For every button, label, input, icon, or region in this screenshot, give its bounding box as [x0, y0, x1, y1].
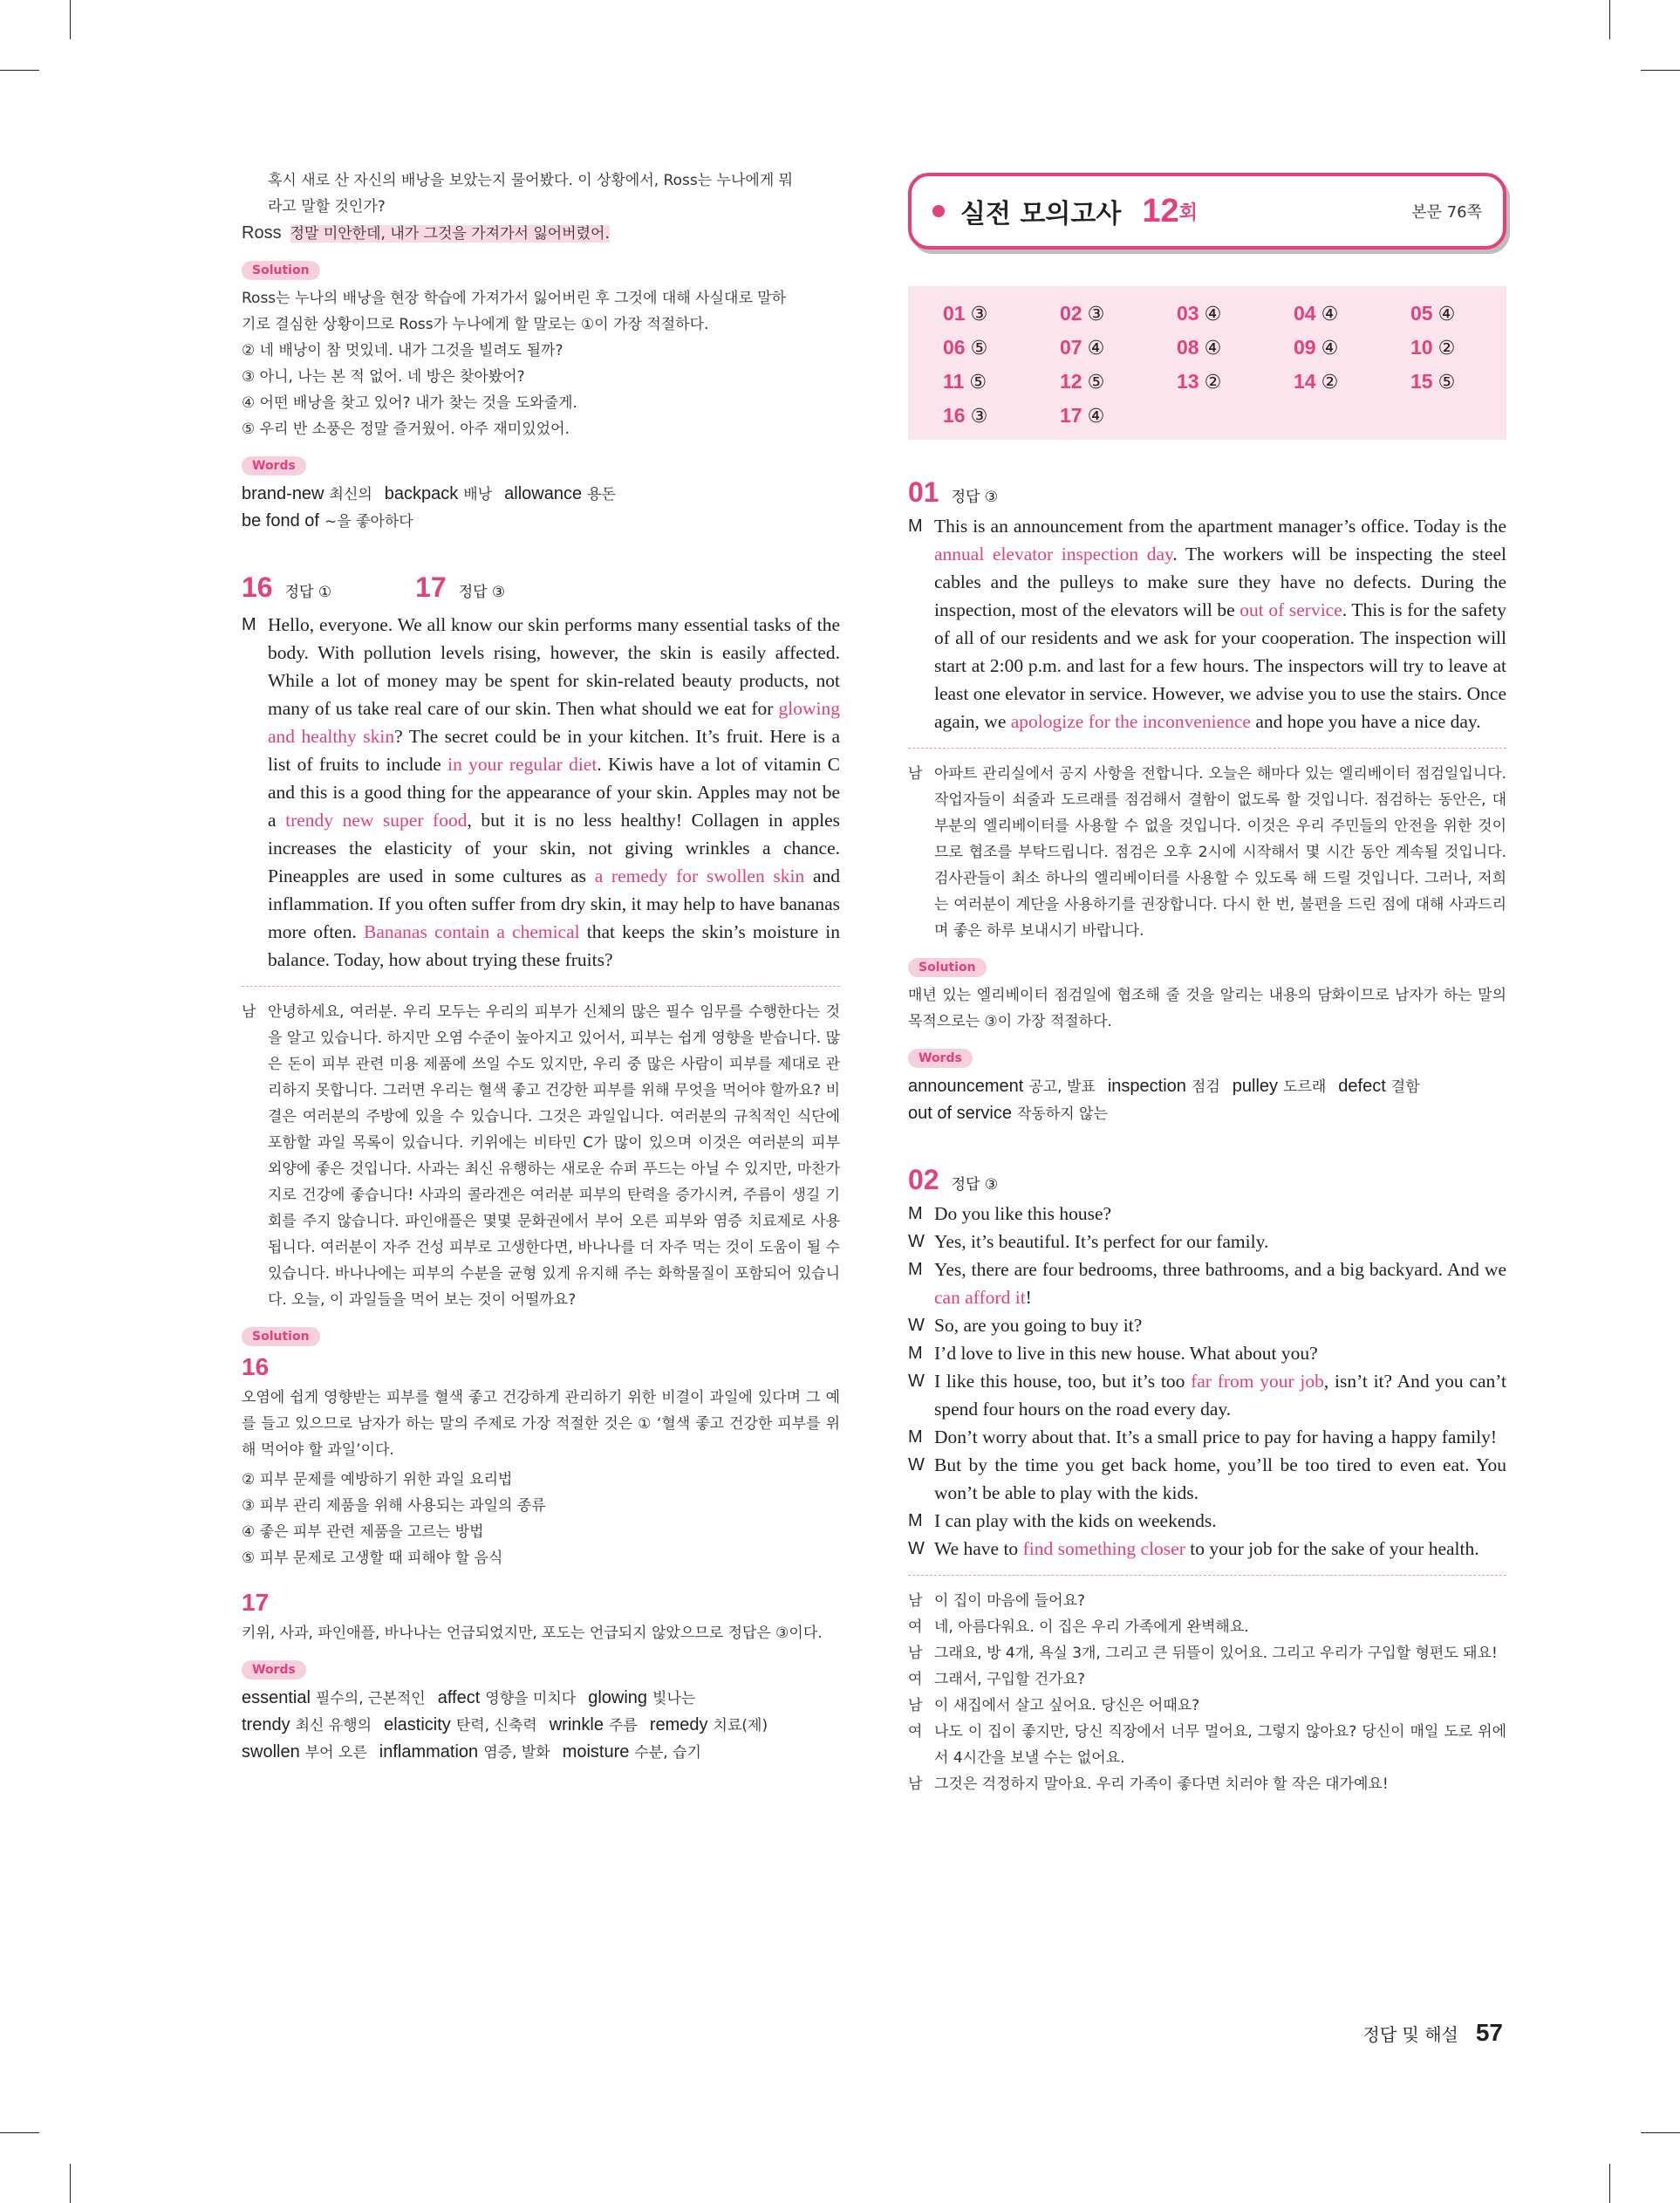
dialog-line: [908, 1200, 1506, 1228]
word-term: trendy: [242, 1715, 290, 1734]
word-meaning: 배낭: [463, 486, 493, 503]
right-column: [908, 173, 1506, 1797]
answer-choice: ③: [1087, 304, 1105, 325]
dialog-line: [908, 1451, 1506, 1507]
words-tag: Words: [242, 1660, 306, 1680]
word-term: elasticity: [384, 1715, 451, 1734]
speaker-label: W: [908, 1316, 925, 1335]
text-run: I like this house, too, but it’s too: [934, 1371, 1192, 1392]
question-01-header: [908, 476, 1506, 509]
words-line: [242, 1739, 840, 1766]
word-meaning: 영향을 미치다: [485, 1690, 577, 1707]
option-item: ⑤ 우리 반 소풍은 정말 즐거웠어. 아주 재미있었어.: [242, 421, 570, 438]
text-run: So, are you going to buy it?: [934, 1315, 1143, 1336]
answer-number: 16: [943, 404, 966, 427]
word-meaning: 부어 오른: [304, 1744, 367, 1762]
text-run: , but it is no less healthy! Collagen in apples increases the elasticity of your skin, not giving wrinkles a chance. Pineapples are used in some cultures as: [268, 810, 840, 886]
text-run: Yes, it’s beautiful. It’s perfect for our family.: [934, 1231, 1269, 1252]
answer-number: 15: [1410, 370, 1433, 393]
text-run: !: [1025, 1287, 1032, 1308]
test-number: 12: [1142, 192, 1179, 229]
word-term: backpack: [384, 484, 459, 503]
dialog-text: [934, 1255, 1506, 1311]
solution-17-text: 키위, 사과, 파인애플, 바나나는 언급되었지만, 포도는 언급되지 않았으므로 정답은 ③이다.: [242, 1625, 823, 1642]
script-01-body: [934, 512, 1506, 735]
answer-number: 10: [1410, 336, 1433, 359]
word-term: wrinkle: [549, 1715, 604, 1734]
answer-item: [1410, 370, 1527, 393]
answer-number: 17: [1060, 404, 1082, 427]
highlighted-phrase: find something closer: [1022, 1538, 1185, 1559]
highlighted-phrase: out of service: [1240, 599, 1342, 620]
text-run: I’d love to live in this new house. What about you?: [934, 1343, 1318, 1364]
word-term: be fond of: [242, 511, 319, 530]
dialog-line: [908, 1367, 1506, 1423]
word-meaning: 작동하지 않는: [1016, 1105, 1108, 1123]
word-meaning: 주름: [608, 1717, 638, 1734]
answer-choice: ④: [1087, 406, 1105, 428]
answer-item: [943, 370, 1060, 393]
option-item: ⑤ 피부 문제로 고생할 때 피해야 할 음식: [242, 1550, 503, 1567]
speaker-label: W: [908, 1372, 925, 1391]
text-line: 기로 결심한 상황이므로 Ross가 누나에게 할 말로는 ①이 가장 적절하다.: [242, 316, 709, 333]
solution-15-options: [242, 338, 840, 442]
answer-number: 14: [1294, 370, 1316, 393]
footer-label: 정답 및 해설: [1362, 2024, 1458, 2045]
words-tag: Words: [908, 1049, 973, 1068]
translation-text: 그것은 걱정하지 말아요. 우리 가족이 좋다면 치러야 할 작은 대가예요!: [934, 1775, 1389, 1793]
text-run: Hello, everyone. We all know our skin performs many essential tasks of the body. With pollution levels rising, however, the skin is easily affected. While a lot of money may be spent for skin-related beauty products, not many of us take real care of our skin. Then what should we eat for: [268, 614, 840, 719]
dialog-line: [908, 1311, 1506, 1339]
page-reference: 본문 76쪽: [1411, 203, 1482, 222]
word-meaning: 탄력, 신축력: [455, 1717, 537, 1734]
answer-choice: ⑤: [1438, 372, 1456, 393]
crop-mark: [1641, 2132, 1680, 2133]
text-run: Do you like this house?: [934, 1203, 1112, 1224]
answer-choice: ⑤: [1087, 372, 1105, 393]
translation-16-paragraph: [242, 999, 840, 1313]
crop-mark: [1609, 0, 1610, 39]
text-run: But by the time you get back home, you’ll be too tired to even eat. You won’t be able to play with the kids.: [934, 1454, 1506, 1503]
translation-line: [908, 1719, 1506, 1771]
word-meaning: 최신의: [329, 486, 372, 503]
prev-ross-line: [242, 220, 840, 247]
translation-text: 나도 이 집이 좋지만, 당신 직장에서 너무 멀어요, 그렇지 않아요? 당신이 매일 도로 위에서 4시간을 보낼 수는 없어요.: [934, 1723, 1506, 1767]
text-run: ? The secret could be in your kitchen. It’s fruit. Here is a list of fruits to include: [268, 726, 841, 775]
answer-choice: ③: [970, 406, 988, 428]
answer-number: 13: [1177, 370, 1199, 393]
word-term: announcement: [908, 1077, 1024, 1096]
translation-text: 이 집이 마음에 들어요?: [934, 1592, 1086, 1610]
word-term: inflammation: [379, 1742, 479, 1762]
answer-number: 01: [943, 302, 966, 325]
words-line: [908, 1073, 1506, 1100]
dialog-line: [908, 1535, 1506, 1563]
answer-number: 03: [1177, 302, 1199, 325]
left-column: [242, 168, 840, 1766]
answer-choice: ④: [1321, 304, 1339, 325]
answer-choice: ④: [1438, 304, 1456, 325]
answer-number: 12: [1060, 370, 1082, 393]
word-meaning: 치료(제): [713, 1717, 768, 1734]
text-line: 혹시 새로 산 자신의 배낭을 보았는지 물어봤다. 이 상황에서, Ross는 누나에게 뭐: [268, 172, 794, 189]
text-run: I can play with the kids on weekends.: [934, 1510, 1217, 1531]
highlighted-phrase: apologize for the inconvenience: [1010, 711, 1251, 732]
text-line: 라고 말할 것인가?: [268, 198, 386, 216]
translation-16-body: 안녕하세요, 여러분. 우리 모두는 우리의 피부가 신체의 많은 필수 임무를 수행한다는 것을 알고 있습니다. 하지만 오염 수준이 높아지고 있어서, 피부는 쉽게 영향을 받습니다. 많은 돈이 피부 관련 미용 제품에 쓰일 수도 있지만, 우리 중 많은 사람이 피부를 제대로 관리하지 못합니다. 그러면 우리는 혈색 좋고 건강한 피부를 위해 무엇을 먹어야 할까요? 비결은 여러분의 주방에 있을 수 있습니다. 그것은 과일입니다. 여러분의 규칙적인 식단에 포함할 과일 목록이 있습니다. 키위에는 비타민 C가 많이 있으며 이것은 여러분의 피부 외양에 좋은 것입니다. 사과는 최신 유행하는 새로운 슈퍼 푸드는 아닐 수 있지만, 마찬가지로 건강에 좋습니다! 사과의 콜라겐은 여러분 피부의 탄력을 증가시켜, 주름이 생길 기회를 주지 않습니다. 파인애플은 몇몇 문화권에서 부어 오른 피부와 염증 치료제로 사용됩니다. 여러분이 자주 건성 피부로 고생한다면, 바나나를 더 자주 먹는 것이 도움이 될 수 있습니다. 바나나에는 피부의 수분을 균형 있게 유지해 주는 화학물질이 포함되어 있습니다. 오늘, 이 과일들을 먹어 보는 것이 어떨까요?: [268, 1003, 840, 1309]
divider: [242, 986, 840, 987]
speaker-label: 여: [908, 1723, 923, 1741]
highlighted-phrase: a remedy for swollen skin: [594, 865, 805, 886]
option-item: ③ 아니, 나는 본 적 없어. 네 방은 찾아봤어?: [242, 368, 525, 386]
text-run: and hope you have a nice day.: [1250, 711, 1481, 732]
word-term: inspection: [1107, 1077, 1186, 1096]
word-meaning: 수분, 습기: [634, 1744, 701, 1762]
word-meaning: 염증, 발화: [483, 1744, 550, 1762]
word-term: out of service: [908, 1104, 1012, 1123]
dialog-text: [934, 1451, 1506, 1507]
question-number: 17: [415, 571, 447, 603]
speaker-label: M: [908, 1260, 923, 1279]
dialog-02: [908, 1200, 1506, 1563]
translation-02: [908, 1588, 1506, 1797]
highlighted-answer: 정말 미안한데, 내가 그것을 가져가서 잃어버렸어.: [290, 225, 610, 243]
answer-choice: ④: [1087, 338, 1105, 359]
speaker-label: M: [908, 1511, 923, 1530]
answer-choice: ④: [1204, 304, 1222, 325]
test-header: [908, 173, 1506, 250]
speaker-label: 여: [908, 1671, 923, 1688]
solution-tag: Solution: [908, 958, 987, 977]
crop-mark: [70, 0, 71, 39]
speaker-label: W: [908, 1539, 925, 1558]
word-term: affect: [437, 1688, 481, 1707]
dialog-line: [908, 1339, 1506, 1367]
speaker-label: 여: [908, 1618, 923, 1636]
text-run: . The workers will be inspecting the steel cables and the pulleys to make sure they have no defects. During the inspection, most of the elevators will be: [934, 544, 1506, 620]
answer-choice: ②: [1204, 372, 1222, 393]
speaker-label: M: [242, 615, 256, 634]
dialog-line: [908, 1228, 1506, 1255]
translation-line: [908, 1614, 1506, 1640]
answer-number: 02: [1060, 302, 1082, 325]
highlighted-phrase: glowing and healthy skin: [268, 698, 840, 747]
option-item: ③ 피부 관리 제품을 위해 사용되는 과일의 종류: [242, 1497, 546, 1515]
answer-number: 11: [943, 370, 965, 393]
speaker-label: 남: [908, 1592, 923, 1610]
word-meaning: 최신 유행의: [295, 1717, 372, 1734]
answer-item: [1060, 370, 1177, 393]
word-term: brand-new: [242, 484, 324, 503]
text-run: to your job for the sake of your health.: [1185, 1538, 1479, 1559]
word-meaning: 필수의, 근본적인: [315, 1690, 426, 1707]
text-run: . This is for the safety of all of our residents and we ask for your cooperation. The inspection will start at 2:00 p.m. and last for a few hours. The inspectors will try to leave at least one elevator in service. However, we advise you to use the stairs. Once again, we: [934, 599, 1506, 732]
answer-item: [1410, 336, 1527, 359]
words-line: [242, 1712, 840, 1739]
speaker-label: Ross: [242, 223, 282, 243]
word-meaning: 점검: [1191, 1078, 1220, 1096]
translation-line: [908, 1640, 1506, 1666]
option-item: ② 네 배낭이 참 멋있네. 내가 그것을 빌려도 될까?: [242, 342, 563, 359]
solution-16-text: 오염에 쉽게 영향받는 피부를 혈색 좋고 건강하게 관리하기 위한 비결이 과일에 있다며 그 예를 들고 있으므로 남자가 하는 말의 주제로 가장 적절한 것은 ① ‘혈색 좋고 건강한 피부를 위해 먹어야 할 과일’이다.: [242, 1389, 840, 1459]
dialog-text: [934, 1535, 1506, 1563]
translation-line: [908, 1666, 1506, 1693]
page-footer: [1363, 2019, 1503, 2047]
speaker-label: W: [908, 1455, 925, 1474]
divider: [908, 1575, 1506, 1576]
highlighted-phrase: in your regular diet: [447, 754, 598, 775]
dialog-text: [934, 1367, 1506, 1423]
dialog-line: [908, 1423, 1506, 1451]
word-term: allowance: [504, 484, 583, 503]
answer-choice: ③: [970, 304, 988, 325]
option-item: ④ 어떤 배낭을 찾고 있어? 내가 찾는 것을 도와줄게.: [242, 394, 577, 412]
dialog-line: [908, 1255, 1506, 1311]
speaker-label: 남: [908, 1697, 923, 1714]
answer-number: 04: [1294, 302, 1316, 325]
translation-line: [908, 1771, 1506, 1797]
answer-choice: ②: [1438, 338, 1456, 359]
words-tag: Words: [242, 456, 306, 475]
word-meaning: 용돈: [587, 486, 616, 503]
answer-item: [1294, 302, 1410, 325]
answer-choice: ④: [1321, 338, 1339, 359]
words-line: [908, 1100, 1506, 1127]
speaker-label: 남: [908, 765, 923, 783]
speaker-label: 남: [908, 1645, 923, 1662]
text-run: and inflammation. If you often suffer from dry skin, it may help to have bananas more often.: [268, 865, 840, 942]
highlighted-phrase: far from your job: [1191, 1371, 1324, 1392]
question-number: 01: [908, 476, 939, 508]
translation-text: 네, 아름다워요. 이 집은 우리 가족에게 완벽해요.: [934, 1618, 1249, 1636]
text-run: Don’t worry about that. It’s a small price to pay for having a happy family!: [934, 1426, 1498, 1447]
translation-text: 그래서, 구입할 건가요?: [934, 1671, 1086, 1688]
answer-item: [1060, 404, 1177, 428]
answer-label: 정답 ③: [951, 489, 999, 506]
solution-tag: Solution: [242, 261, 320, 280]
solution-number: 17: [242, 1589, 270, 1616]
dialog-text: [934, 1200, 1506, 1228]
text-run: We have to: [934, 1538, 1023, 1559]
question-02-header: [908, 1164, 1506, 1196]
option-item: ② 피부 문제를 예방하기 위한 과일 요리법: [242, 1471, 513, 1488]
word-term: defect: [1338, 1077, 1386, 1096]
word-term: swollen: [242, 1742, 300, 1762]
page-number: 57: [1475, 2019, 1503, 2046]
dialog-text: [934, 1339, 1506, 1367]
answer-item: [1177, 302, 1294, 325]
dialog-text: [934, 1507, 1506, 1535]
words-line: [242, 481, 840, 508]
speaker-label: M: [908, 1427, 923, 1447]
text-run: This is an announcement from the apartment manager’s office. Today is the: [934, 516, 1506, 537]
answer-choice: ⑤: [969, 372, 987, 393]
script-16-paragraph: [242, 611, 840, 974]
highlighted-phrase: trendy new super food: [285, 810, 468, 831]
word-meaning: ~을 좋아하다: [324, 513, 413, 530]
test-title: 실전 모의고사: [960, 199, 1122, 229]
text-line: Ross는 누나의 배낭을 현장 학습에 가져가서 잃어버린 후 그것에 대해 사실대로 말하: [242, 290, 787, 307]
answer-item: [1177, 370, 1294, 393]
answer-item: [1060, 302, 1177, 325]
solution-tag: Solution: [242, 1327, 320, 1346]
words-16-list: [242, 1685, 840, 1766]
answer-choice: ⑤: [970, 338, 988, 359]
translation-line: [908, 1588, 1506, 1614]
dialog-text: [934, 1423, 1506, 1451]
words-line: [242, 508, 840, 535]
answer-number: 07: [1060, 336, 1082, 359]
answer-item: [1410, 302, 1527, 325]
answer-number: 06: [943, 336, 966, 359]
speaker-label: 남: [242, 1003, 256, 1021]
highlighted-phrase: can afford it: [934, 1287, 1026, 1308]
question-number: 16: [242, 571, 273, 603]
word-meaning: 공고, 발표: [1028, 1078, 1096, 1096]
bullet-icon: [932, 205, 945, 217]
answer-item: [943, 302, 1060, 325]
crop-mark: [0, 2132, 39, 2133]
answer-number: 09: [1294, 336, 1316, 359]
translation-text: 그래요, 방 4개, 욕실 3개, 그리고 큰 뒤뜰이 있어요. 그리고 우리가 구입할 형편도 돼요!: [934, 1645, 1498, 1662]
script-01-paragraph: [908, 512, 1506, 735]
answer-label: 정답 ③: [458, 584, 506, 601]
speaker-label: M: [908, 1344, 923, 1363]
answer-item: [1177, 336, 1294, 359]
word-term: moisture: [562, 1742, 630, 1762]
translation-01-body: 아파트 관리실에서 공지 사항을 전합니다. 오늘은 해마다 있는 엘리베이터 점검일입니다. 작업자들이 쇠줄과 도르래를 점검해서 결함이 없도록 할 것입니다. 점검하는 동안은, 대부분의 엘리베이터를 사용할 수 없을 것입니다. 이것은 우리 주민들의 안전을 위한 것이므로 협조를 부탁드립니다. 점검은 오후 2시에 시작해서 몇 시간 동안 계속될 것입니다. 검사관들이 최소 하나의 엘리베이터를 사용할 수 있도록 해 드릴 것입니다. 그러나, 저희는 여러분이 계단을 사용하기를 권장합니다. 다시 한 번, 불편을 드린 점에 대해 사과드리며 좋은 하루 보내시기 바랍니다.: [934, 765, 1506, 940]
word-term: glowing: [588, 1688, 648, 1707]
word-meaning: 결함: [1390, 1078, 1420, 1096]
solution-15-text: [242, 285, 840, 338]
answer-item: [1294, 336, 1410, 359]
question-16-17-header: [242, 571, 840, 604]
answer-item: [943, 404, 1060, 428]
solution-number: 16: [242, 1353, 270, 1380]
words-01-list: [908, 1073, 1506, 1127]
word-term: remedy: [649, 1715, 708, 1734]
word-term: pulley: [1232, 1077, 1279, 1096]
speaker-label: M: [908, 1204, 923, 1223]
speaker-label: M: [908, 517, 923, 536]
answer-label: 정답 ①: [284, 584, 332, 601]
crop-mark: [1609, 2164, 1610, 2203]
highlighted-phrase: Bananas contain a chemical: [363, 921, 580, 942]
text-run: Yes, there are four bedrooms, three bathrooms, and a big backyard. And we: [934, 1259, 1506, 1280]
crop-mark: [1641, 70, 1680, 71]
script-16-body: [268, 611, 840, 974]
dialog-line: [908, 1507, 1506, 1535]
answer-choice: ②: [1321, 372, 1339, 393]
test-number-suffix: 회: [1178, 202, 1198, 224]
answer-item: [943, 336, 1060, 359]
answer-item: [1294, 370, 1410, 393]
solution-01-text: 매년 있는 엘리베이터 점검일에 협조해 줄 것을 알리는 내용의 담화이므로 남자가 하는 말의 목적으로는 ③이 가장 적절하다.: [908, 987, 1506, 1030]
divider: [908, 748, 1506, 749]
translation-line: [908, 1693, 1506, 1719]
dialog-text: [934, 1228, 1506, 1255]
answer-item: [1060, 336, 1177, 359]
translation-text: 이 새집에서 살고 싶어요. 당신은 어때요?: [934, 1697, 1200, 1714]
translation-01-paragraph: [908, 761, 1506, 944]
crop-mark: [0, 70, 39, 71]
text-run: , isn’t it? And you can’t spend four hours on the road every day.: [934, 1371, 1506, 1420]
speaker-label: W: [908, 1232, 925, 1251]
answer-grid: [908, 286, 1506, 440]
answer-label: 정답 ③: [951, 1176, 999, 1194]
solution-16-options: [242, 1467, 840, 1571]
words-line: [242, 1685, 840, 1712]
answer-number: 05: [1410, 302, 1433, 325]
word-meaning: 도르래: [1283, 1078, 1327, 1096]
crop-mark: [70, 2164, 71, 2203]
answer-number: 08: [1177, 336, 1199, 359]
word-meaning: 빛나는: [652, 1690, 696, 1707]
prev-question-text: [242, 168, 840, 220]
question-number: 02: [908, 1164, 939, 1195]
word-term: essential: [242, 1688, 311, 1707]
text-run: that keeps the skin’s moisture in balance. Today, how about trying these fruits?: [268, 921, 840, 970]
highlighted-phrase: annual elevator inspection day: [934, 544, 1173, 564]
answer-choice: ④: [1204, 338, 1222, 359]
dialog-text: [934, 1311, 1506, 1339]
words-15-list: [242, 481, 840, 535]
text-run: . Kiwis have a lot of vitamin C and this is a good thing for the appearance of your skin. Apples may not be a: [268, 754, 840, 831]
option-item: ④ 좋은 피부 관련 제품을 고르는 방법: [242, 1523, 484, 1541]
speaker-label: 남: [908, 1775, 923, 1793]
